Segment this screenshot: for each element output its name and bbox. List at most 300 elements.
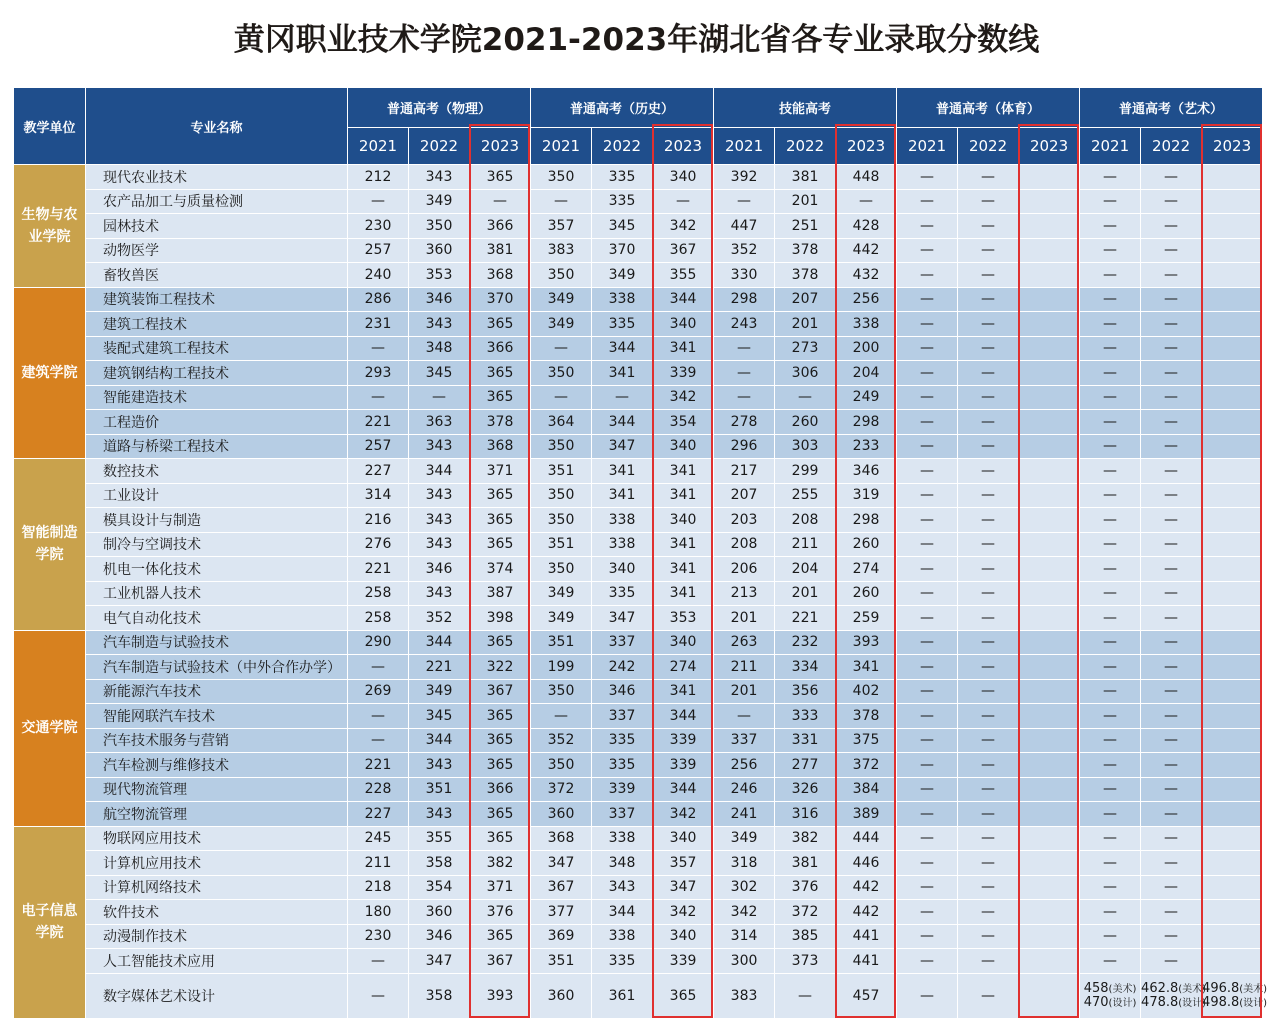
score-cell [1019,532,1080,557]
score-cell: 357 [653,851,714,876]
score-cell: — [897,704,958,729]
score-cell: 372 [775,900,836,925]
score-cell [1019,679,1080,704]
header-year: 2021 [897,128,958,165]
score-cell: 349 [714,826,775,851]
score-cell: 371 [470,875,531,900]
score-cell: 221 [409,655,470,680]
score-cell: — [958,777,1019,802]
major-name: 装配式建筑工程技术 [86,336,348,361]
table-row [14,826,1263,851]
table-row [14,238,1263,263]
header-year: 2021 [1080,128,1141,165]
score-cell: 365 [470,802,531,827]
header-group-sports: 普通高考（体育） [897,88,1080,128]
score-cell: 335 [592,581,653,606]
art-score: 470 [1083,994,1109,1010]
score-cell: — [1080,949,1141,974]
score-cell: 360 [531,802,592,827]
score-cell [1202,189,1263,214]
score-cell: — [958,728,1019,753]
score-cell: — [1080,434,1141,459]
score-cell: 381 [775,851,836,876]
score-cell: — [1080,557,1141,582]
score-cell: 293 [348,361,409,386]
score-cell: 243 [714,312,775,337]
score-cell: — [897,189,958,214]
score-cell: — [1080,508,1141,533]
score-cell: 349 [531,287,592,312]
table-row [14,704,1263,729]
score-table [13,87,1268,1019]
score-cell: 207 [714,483,775,508]
score-cell: 354 [653,410,714,435]
table-row [14,189,1263,214]
score-cell: 366 [470,336,531,361]
score-cell: — [348,655,409,680]
art-note: (美术) [1239,983,1268,995]
score-cell: 346 [592,679,653,704]
major-name: 智能建造技术 [86,385,348,410]
score-cell: — [348,385,409,410]
score-cell: — [958,581,1019,606]
score-cell: 442 [836,900,897,925]
major-name: 汽车检测与维修技术 [86,753,348,778]
score-cell [1019,557,1080,582]
major-name: 数字媒体艺术设计 [86,973,348,1018]
score-cell [1202,851,1263,876]
score-cell: 447 [714,214,775,239]
score-cell: — [714,361,775,386]
score-cell: 340 [653,165,714,190]
score-cell: 344 [592,410,653,435]
score-cell: 348 [592,851,653,876]
score-cell: — [1080,312,1141,337]
score-cell: 382 [470,851,531,876]
score-cell: — [897,826,958,851]
score-cell: — [1080,361,1141,386]
score-cell: 365 [470,826,531,851]
score-cell: — [897,434,958,459]
header-year: 2023 [1202,128,1263,165]
score-cell: — [1141,949,1202,974]
score-cell: 370 [470,287,531,312]
score-cell [1202,312,1263,337]
score-cell: 346 [836,459,897,484]
score-cell: — [958,434,1019,459]
score-cell: 350 [531,679,592,704]
score-cell: 344 [409,459,470,484]
score-cell: 290 [348,630,409,655]
score-cell: 353 [653,606,714,631]
score-cell: 347 [409,949,470,974]
score-cell: 337 [592,802,653,827]
score-cell [1202,532,1263,557]
major-name: 畜牧兽医 [86,263,348,288]
score-cell [1019,973,1080,1018]
score-cell: 441 [836,924,897,949]
score-cell: 335 [592,728,653,753]
score-cell: 216 [348,508,409,533]
score-cell: 257 [348,238,409,263]
score-cell: — [1141,263,1202,288]
art-note: (美术) [1108,983,1137,995]
score-cell: — [1080,655,1141,680]
score-cell: 260 [836,581,897,606]
score-cell [1019,606,1080,631]
score-cell: 340 [653,826,714,851]
score-cell: 200 [836,336,897,361]
score-cell: — [958,508,1019,533]
table-row [14,900,1263,925]
score-cell [1019,287,1080,312]
score-cell [1202,777,1263,802]
major-name: 现代物流管理 [86,777,348,802]
table-row [14,336,1263,361]
score-cell: 227 [348,459,409,484]
table-row [14,508,1263,533]
score-cell: 245 [348,826,409,851]
major-name: 数控技术 [86,459,348,484]
score-cell: 303 [775,434,836,459]
score-cell: — [1080,630,1141,655]
score-cell: 347 [653,875,714,900]
major-name: 园林技术 [86,214,348,239]
score-cell [1019,508,1080,533]
table-row [14,385,1263,410]
score-cell: — [1141,557,1202,582]
score-cell: 367 [470,949,531,974]
score-cell: 349 [409,189,470,214]
score-cell: 350 [531,263,592,288]
score-cell [1202,263,1263,288]
score-cell: — [897,655,958,680]
score-cell: — [897,777,958,802]
score-cell: 343 [409,434,470,459]
score-cell: 343 [409,165,470,190]
score-cell: 381 [775,165,836,190]
score-cell: — [1141,655,1202,680]
major-name: 人工智能技术应用 [86,949,348,974]
score-cell: 341 [836,655,897,680]
art-note: (设计) [1239,997,1268,1009]
score-cell: 376 [470,900,531,925]
score-cell: — [1141,483,1202,508]
score-cell: 349 [531,312,592,337]
score-cell: 344 [409,630,470,655]
score-cell: 338 [592,532,653,557]
score-cell: 221 [348,410,409,435]
score-cell: 360 [531,973,592,1018]
score-cell [1202,802,1263,827]
score-cell: 201 [775,189,836,214]
score-cell: 260 [836,532,897,557]
score-cell: — [348,949,409,974]
score-cell: 351 [531,532,592,557]
score-cell: 335 [592,165,653,190]
score-cell [1019,385,1080,410]
score-cell: — [348,336,409,361]
score-cell: — [348,973,409,1018]
score-cell: 393 [470,973,531,1018]
score-cell: 338 [592,508,653,533]
score-cell: — [897,459,958,484]
score-cell: 199 [531,655,592,680]
score-cell: 376 [775,875,836,900]
score-cell: — [958,606,1019,631]
score-cell: — [1141,336,1202,361]
score-cell: 339 [653,361,714,386]
score-cell: — [1141,287,1202,312]
score-cell [1019,263,1080,288]
score-cell: 361 [592,973,653,1018]
score-cell: 349 [409,679,470,704]
score-cell [1019,777,1080,802]
score-cell: — [958,949,1019,974]
score-cell: 347 [592,434,653,459]
score-cell: 316 [775,802,836,827]
score-cell: — [1080,189,1141,214]
score-cell: 372 [836,753,897,778]
score-cell: — [775,385,836,410]
score-cell: 365 [470,312,531,337]
score-cell: 298 [714,287,775,312]
score-cell: 392 [714,165,775,190]
score-cell: 350 [531,508,592,533]
score-cell: — [1080,214,1141,239]
score-cell: — [1141,606,1202,631]
table-row [14,312,1263,337]
score-cell: — [958,900,1019,925]
score-cell: 340 [653,312,714,337]
score-cell: — [1080,606,1141,631]
score-cell: 348 [409,336,470,361]
score-cell: 228 [348,777,409,802]
table-row [14,630,1263,655]
score-cell [1019,238,1080,263]
score-cell: 350 [531,483,592,508]
art-score: 462.8 [1141,980,1179,996]
score-cell: — [1080,410,1141,435]
score-cell: 350 [531,557,592,582]
major-name: 智能网联汽车技术 [86,704,348,729]
score-cell: 335 [592,189,653,214]
score-cell: — [958,679,1019,704]
score-cell: 206 [714,557,775,582]
score-cell: — [1080,385,1141,410]
header-unit: 教学单位 [14,88,86,165]
score-cell: 360 [409,238,470,263]
unit-cell: 建筑学院 [14,287,86,459]
major-name: 道路与桥梁工程技术 [86,434,348,459]
score-cell: 341 [653,459,714,484]
score-cell: — [1080,728,1141,753]
score-cell: 344 [592,900,653,925]
major-name: 制冷与空调技术 [86,532,348,557]
major-name: 计算机应用技术 [86,851,348,876]
score-cell: 393 [836,630,897,655]
table-row [14,777,1263,802]
score-cell: 231 [348,312,409,337]
score-cell [1202,728,1263,753]
score-cell: 232 [775,630,836,655]
score-cell: — [897,949,958,974]
score-cell: — [897,336,958,361]
score-cell: — [897,483,958,508]
score-cell: — [1141,728,1202,753]
header-year: 2022 [775,128,836,165]
score-cell: 341 [653,532,714,557]
score-cell: — [897,606,958,631]
art-score: 478.8 [1141,994,1179,1010]
score-cell: — [470,189,531,214]
score-cell: — [1141,630,1202,655]
score-cell: — [1141,704,1202,729]
score-cell: — [897,753,958,778]
score-cell: 385 [775,924,836,949]
score-cell: 355 [409,826,470,851]
score-cell: 337 [592,630,653,655]
score-cell: 340 [592,557,653,582]
score-cell: 339 [653,728,714,753]
score-cell [1202,826,1263,851]
score-cell: — [1141,802,1202,827]
score-cell: 365 [470,483,531,508]
score-cell: 457 [836,973,897,1018]
score-cell: 442 [836,238,897,263]
score-cell: 382 [775,826,836,851]
score-cell: 337 [714,728,775,753]
score-cell: 302 [714,875,775,900]
score-cell: — [1080,336,1141,361]
score-cell: — [1080,165,1141,190]
score-cell [1202,165,1263,190]
major-name: 机电一体化技术 [86,557,348,582]
score-cell: 384 [836,777,897,802]
score-cell [1202,361,1263,386]
score-cell: 339 [653,753,714,778]
header-year: 2023 [470,128,531,165]
table-row [14,581,1263,606]
score-cell: 432 [836,263,897,288]
score-cell: — [958,630,1019,655]
score-cell: — [897,973,958,1018]
score-cell: — [897,508,958,533]
score-cell: — [1080,287,1141,312]
score-cell: 298 [836,410,897,435]
score-cell [1019,851,1080,876]
score-cell: 343 [592,875,653,900]
table-row [14,875,1263,900]
score-cell [1019,802,1080,827]
score-cell: — [897,679,958,704]
score-cell: — [1080,753,1141,778]
score-cell: — [897,630,958,655]
table-row [14,165,1263,190]
score-cell: — [958,532,1019,557]
score-cell [1019,410,1080,435]
score-cell: 340 [653,924,714,949]
score-cell: — [958,238,1019,263]
score-cell: 346 [409,924,470,949]
score-cell: 373 [775,949,836,974]
score-cell: 444 [836,826,897,851]
score-cell: 365 [470,361,531,386]
score-cell: — [1141,410,1202,435]
score-cell: — [958,924,1019,949]
score-cell: — [714,704,775,729]
score-cell: — [897,924,958,949]
score-cell: 255 [775,483,836,508]
score-cell: 221 [348,557,409,582]
major-name: 工业机器人技术 [86,581,348,606]
score-cell: 342 [653,802,714,827]
score-cell [1202,973,1268,1018]
table-row [14,949,1263,974]
score-cell: 341 [653,336,714,361]
score-cell: 257 [348,434,409,459]
header-year: 2023 [836,128,897,165]
score-cell: 358 [409,973,470,1018]
score-cell: — [1080,900,1141,925]
score-cell: 341 [592,459,653,484]
score-cell [1202,557,1263,582]
header-year: 2023 [653,128,714,165]
score-cell: 333 [775,704,836,729]
score-cell: 340 [653,434,714,459]
score-cell: — [1141,753,1202,778]
score-cell: 350 [531,434,592,459]
score-cell: 258 [348,581,409,606]
score-cell: — [958,753,1019,778]
score-cell: — [1141,165,1202,190]
score-cell: 319 [836,483,897,508]
score-cell [1202,238,1263,263]
score-cell: — [348,728,409,753]
score-cell: — [1141,875,1202,900]
score-cell: 368 [470,434,531,459]
table-row [14,973,1263,1018]
score-cell: — [958,385,1019,410]
art-note: (设计) [1108,997,1137,1009]
score-cell: 446 [836,851,897,876]
score-cell: 221 [775,606,836,631]
score-cell: 350 [531,165,592,190]
table-row [14,361,1263,386]
score-cell: 367 [470,679,531,704]
score-cell: — [897,214,958,239]
score-cell: 347 [531,851,592,876]
score-cell: 218 [348,875,409,900]
score-cell: 344 [653,704,714,729]
score-cell: — [958,483,1019,508]
major-name: 计算机网络技术 [86,875,348,900]
score-cell: 351 [531,630,592,655]
table-row [14,459,1263,484]
score-cell: 347 [592,606,653,631]
score-cell: 349 [531,581,592,606]
score-cell: 341 [653,679,714,704]
score-cell: 341 [653,483,714,508]
score-cell: 213 [714,581,775,606]
score-cell: — [1141,189,1202,214]
score-cell: — [897,312,958,337]
score-cell: — [836,189,897,214]
score-cell: 343 [409,802,470,827]
score-cell: — [958,165,1019,190]
header-group-physics: 普通高考（物理） [348,88,531,128]
score-cell: 366 [470,214,531,239]
